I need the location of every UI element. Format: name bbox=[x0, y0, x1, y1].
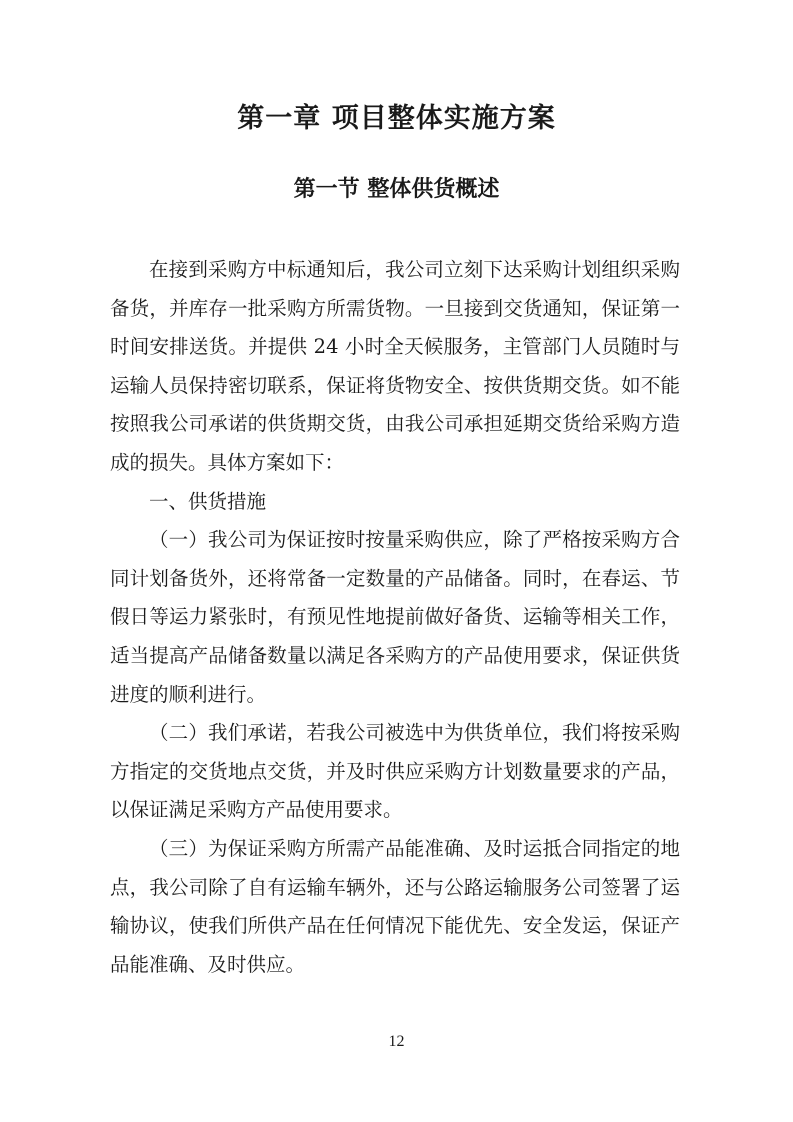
intro-paragraph: 在接到采购方中标通知后，我公司立刻下达采购计划组织采购备货，并库存一批采购方所需货物。一旦接到交货通知，保证第一时间安排送货。并提供 24 小时全天候服务，主管部门人员随时与运输人员保持密切联系，保证将货物安全、按供货期交货。如不能按照我公司承诺的供货期交货，由我公司承担延期交货给采购方造成的损失。具体方案如下： bbox=[110, 258, 680, 474]
section-title: 第一节 整体供货概述 bbox=[293, 177, 500, 202]
measure-paragraph-3: （三）为保证采购方所需产品能准确、及时运抵合同指定的地点，我公司除了自有运输车辆外，还与公路运输服务公司签署了运输协议，使我们所供产品在任何情况下能优先、安全发运，保证产品能准确、及时供应。 bbox=[110, 836, 680, 976]
body-text bbox=[110, 251, 680, 984]
measure-paragraph-2: （二）我们承诺，若我公司被选中为供货单位，我们将按采购方指定的交货地点交货，并及时供应采购方计划数量要求的产品，以保证满足采购方产品使用要求。 bbox=[110, 721, 680, 822]
page-number: 12 bbox=[388, 1033, 405, 1050]
measure-paragraph-1: （一）我公司为保证按时按量采购供应，除了严格按采购方合同计划备货外，还将常备一定数量的产品储备。同时，在春运、节假日等运力紧张时，有预见性地提前做好备货、运输等相关工作，适当提高产品储备数量以满足各采购方的产品使用要求，保证供货进度的顺利进行。 bbox=[110, 528, 680, 706]
chapter-title: 第一章 项目整体实施方案 bbox=[237, 103, 556, 134]
supply-measures-heading: 一、供货措施 bbox=[149, 489, 267, 513]
